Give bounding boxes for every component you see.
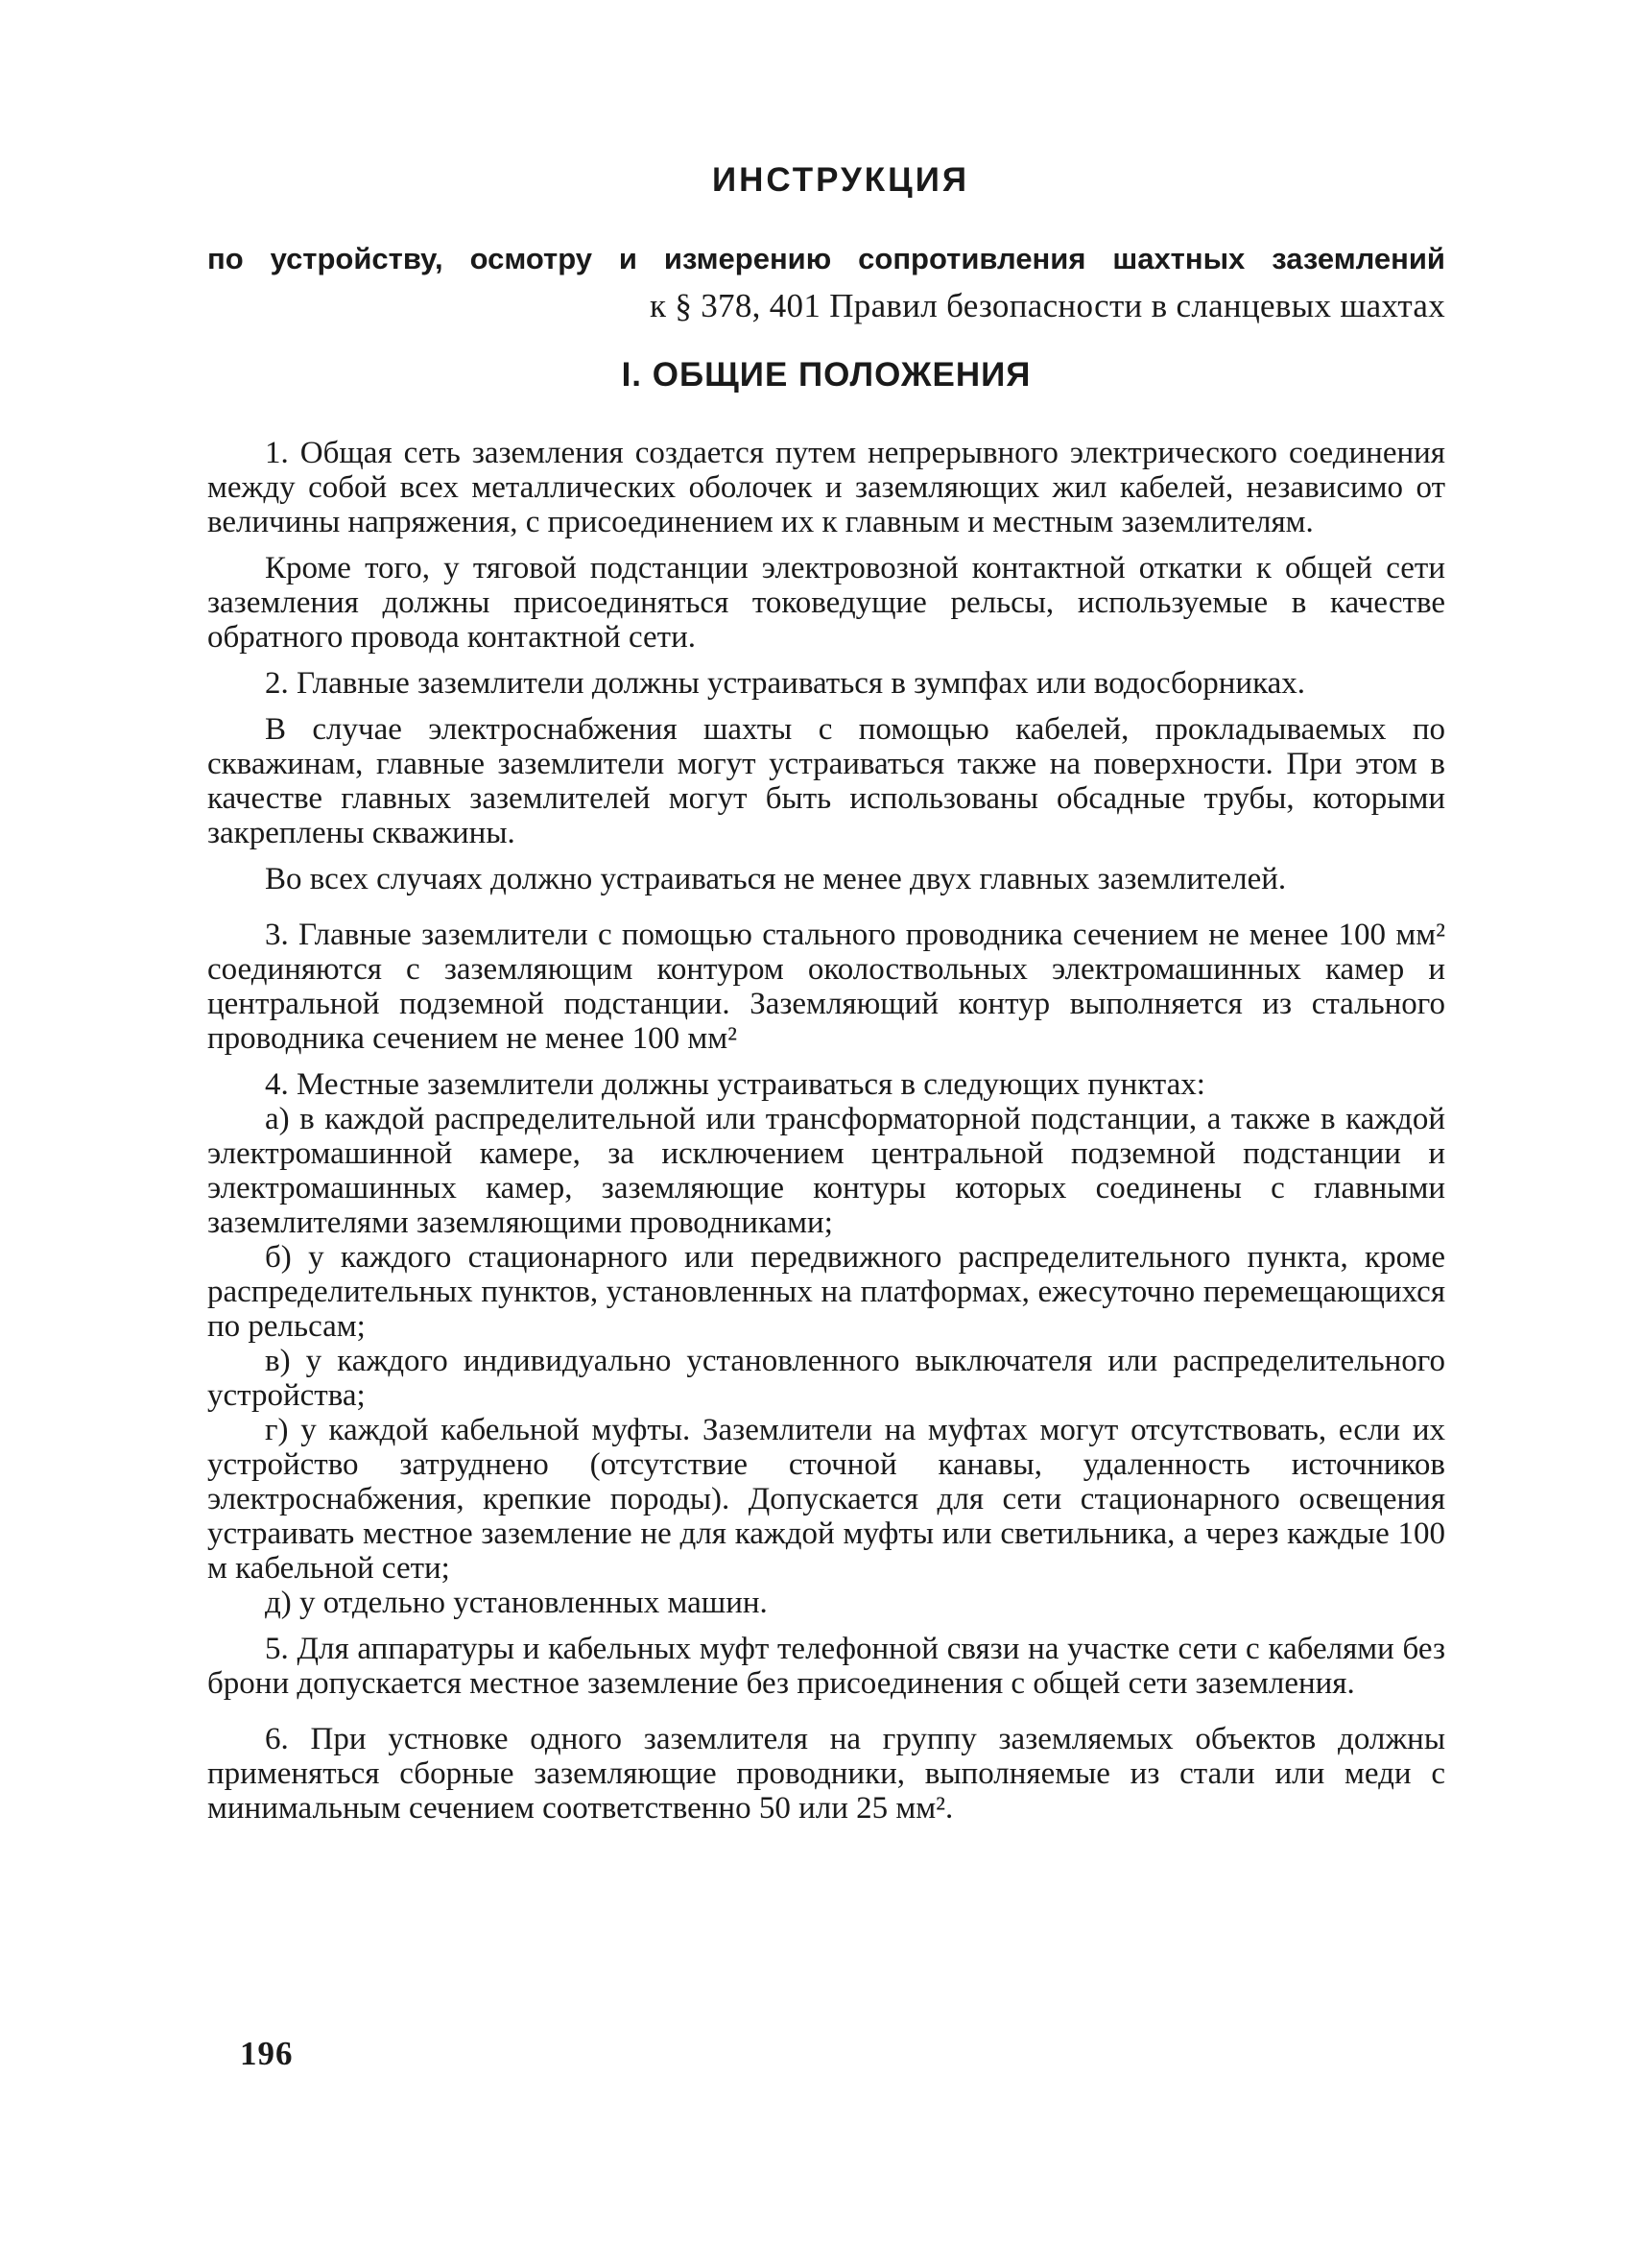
section-heading: I. ОБЩИЕ ПОЛОЖЕНИЯ [621,356,1032,394]
document-subtitle-reference: к § 378, 401 Правил безопасности в сланцевых шахтах [650,287,1445,324]
page-number: 196 [240,2035,294,2072]
paragraph-2: 2. Главные заземлители должны устраиваться в зумпфах или водосборниках. [265,666,1306,701]
paragraph-1-continued: Кроме того, у тяговой подстанции электровозной контактной откатки к общей сети заземления должны присоединяться токоведущие рельсы, используемые в качестве обратного провода контактной сети. [207,551,1445,655]
paragraph-1: 1. Общая сеть заземления создается путем непрерывного электрического соединения между собой всех металлических оболочек и заземляющих жил кабелей, независимо от величины напряжения, с присоединением их к главным и местным заземлителям. [207,436,1445,539]
paragraph-4: 4. Местные заземлители должны устраиваться в следующих пунктах: [265,1067,1205,1102]
document-page [207,161,1445,1826]
paragraph-6: 6. При устновке одного заземлителя на группу заземляемых объектов должны применяться сборные заземляющие проводники, выполняемые из стали или меди с минимальным сечением соответственно 50 или 25 мм². [207,1722,1445,1826]
paragraph-5: 5. Для аппаратуры и кабельных муфт телефонной связи на участке сети с кабелями без брони допускается местное заземление без присоединения с общей сети заземления. [207,1632,1445,1701]
paragraph-4-item-g: г) у каждой кабельной муфты. Заземлители на муфтах могут отсутствовать, если их устройство затруднено (отсутствие сточной канавы, удаленность источников электроснабжения, крепкие породы). Допускается для сети стационарного освещения устраивать местное заземление не для каждой муфты или светильника, а через каждые 100 м кабельной сети; [207,1413,1445,1586]
document-title: ИНСТРУКЦИЯ [711,161,970,199]
paragraph-4-item-d: д) у отдельно установленных машин. [265,1586,768,1620]
paragraph-4-item-v: в) у каждого индивидуально установленного выключателя или распределительного устройства; [207,1344,1445,1413]
document-subtitle: по устройству, осмотру и измерению сопротивления шахтных заземлений [207,242,1445,275]
paragraph-4-item-b: б) у каждого стационарного или передвижного распределительного пункта, кроме распределительных пунктов, установленных на платформах, ежесуточно перемещающихся по рельсам; [207,1240,1445,1344]
paragraph-3: 3. Главные заземлители с помощью стального проводника сечением не менее 100 мм² соединяются с заземляющим контуром околоствольных электромашинных камер и центральной подземной подстанции. Заземляющий контур выполняется из стального проводника сечением не менее 100 мм² [207,918,1445,1056]
paragraph-2-minimum: Во всех случаях должно устраиваться не менее двух главных заземлителей. [265,862,1287,896]
paragraph-4-item-a: а) в каждой распределительной или трансформаторной подстанции, а также в каждой электромашинной камере, за исключением центральной подземной подстанции и электромашинных камер, заземляющие контуры которых соединены с главными заземлителями заземляющими проводниками; [207,1102,1445,1240]
paragraph-2-case: В случае электроснабжения шахты с помощью кабелей, прокладываемых по скважинам, главные заземлители могут устраиваться также на поверхности. При этом в качестве главных заземлителей могут быть использованы обсадные трубы, которыми закреплены скважины. [207,712,1445,850]
